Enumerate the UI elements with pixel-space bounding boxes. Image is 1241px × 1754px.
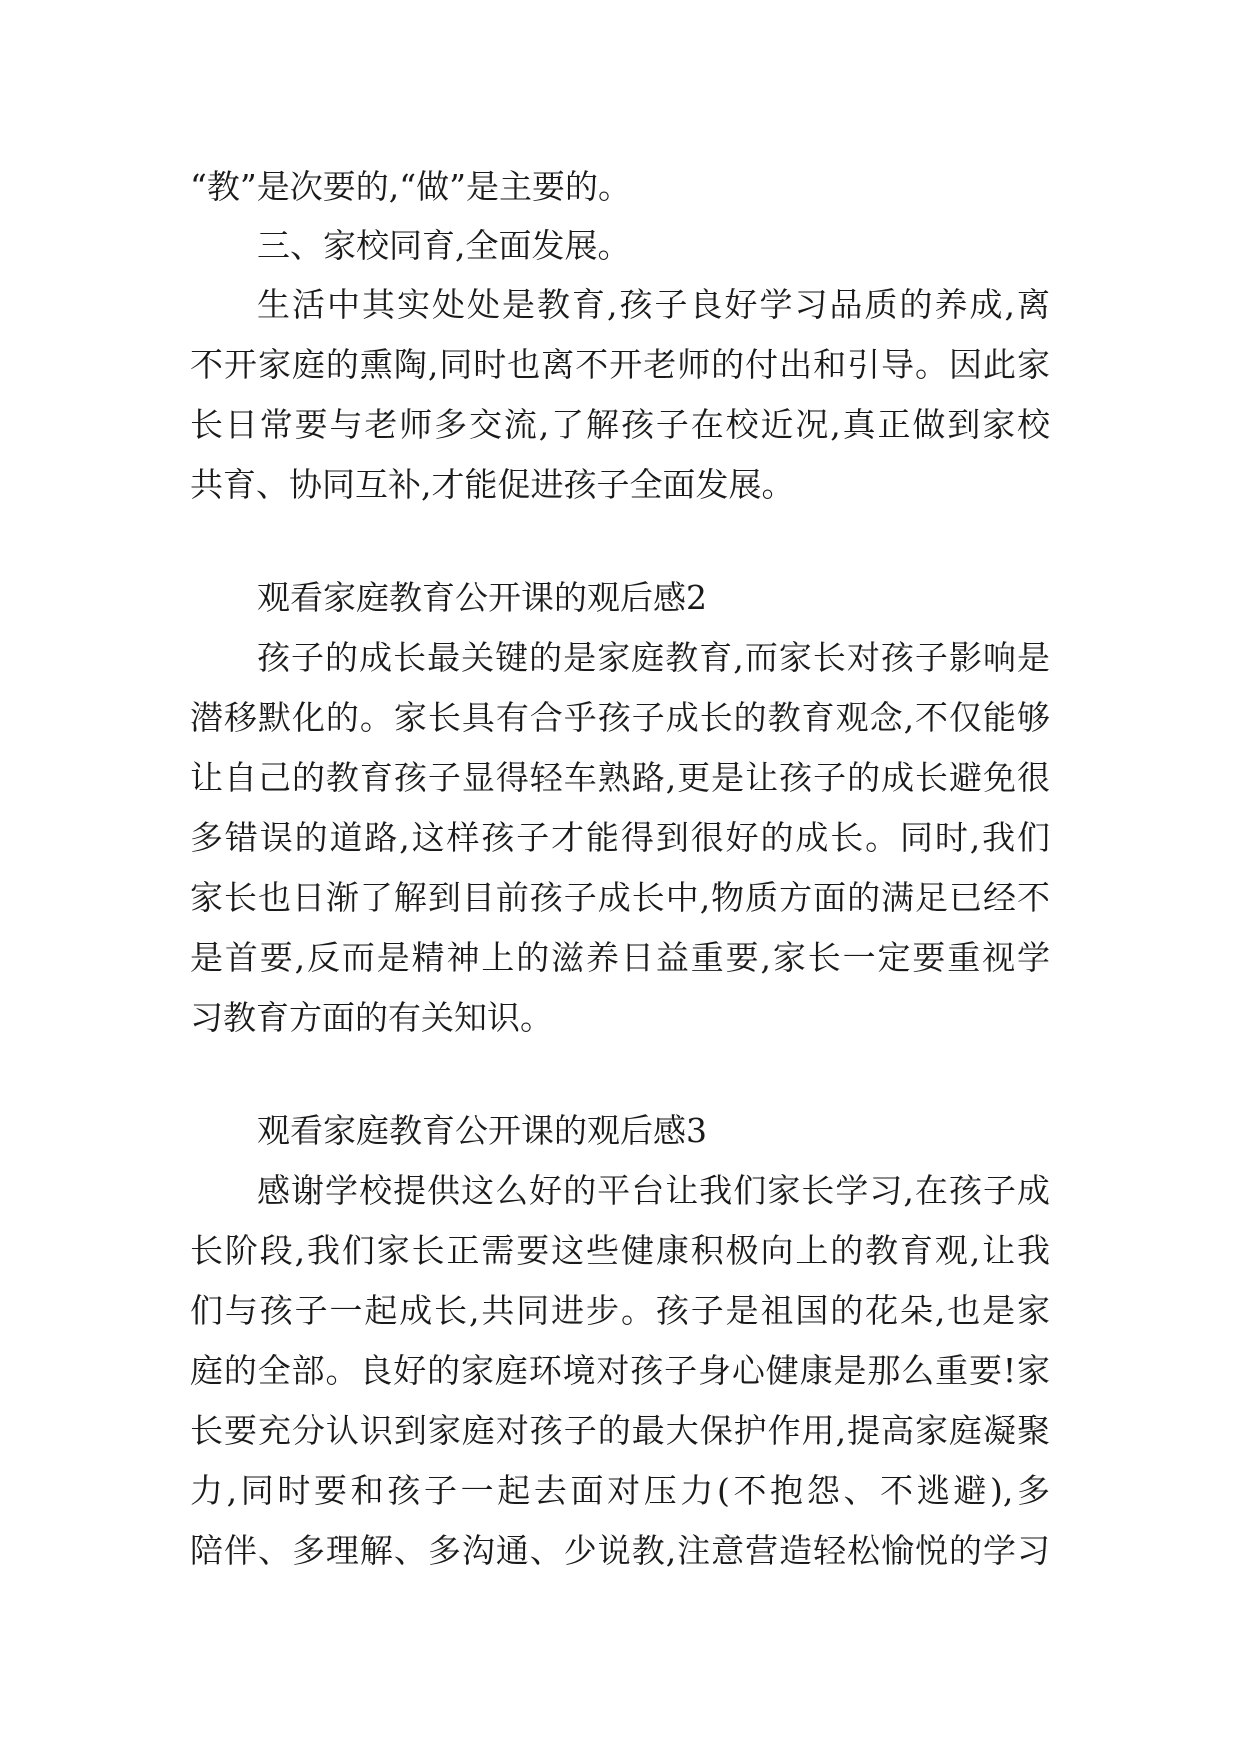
paragraph-line: 潜移默化的。家长具有合乎孩子成长的教育观念,不仅能够 (190, 698, 1050, 737)
section-subheading: 三、家校同育,全面发展。 (257, 226, 631, 265)
paragraph-line: 们与孩子一起成长,共同进步。孩子是祖国的花朵,也是家 (190, 1291, 1050, 1330)
paragraph-line: “教”是次要的,“做”是主要的。 (190, 167, 631, 206)
essay-title: 观看家庭教育公开课的观后感3 (257, 1111, 707, 1150)
paragraph-line: 庭的全部。良好的家庭环境对孩子身心健康是那么重要!家 (190, 1351, 1050, 1390)
paragraph-line: 力,同时要和孩子一起去面对压力(不抱怨、不逃避),多 (190, 1471, 1050, 1510)
paragraph-line: 习教育方面的有关知识。 (190, 998, 553, 1037)
paragraph-line: 是首要,反而是精神上的滋养日益重要,家长一定要重视学 (190, 938, 1050, 977)
paragraph-line: 共育、协同互补,才能促进孩子全面发展。 (190, 465, 795, 504)
paragraph-line: 长日常要与老师多交流,了解孩子在校近况,真正做到家校 (190, 405, 1050, 444)
paragraph-line: 长阶段,我们家长正需要这些健康积极向上的教育观,让我 (190, 1231, 1050, 1270)
paragraph-line: 生活中其实处处是教育,孩子良好学习品质的养成,离 (257, 285, 1050, 324)
paragraph-line: 让自己的教育孩子显得轻车熟路,更是让孩子的成长避免很 (190, 758, 1050, 797)
paragraph-line: 陪伴、多理解、多沟通、少说教,注意营造轻松愉悦的学习 (190, 1531, 1050, 1570)
paragraph-line: 感谢学校提供这么好的平台让我们家长学习,在孩子成 (257, 1171, 1050, 1210)
essay-title: 观看家庭教育公开课的观后感2 (257, 578, 707, 617)
paragraph-line: 家长也日渐了解到目前孩子成长中,物质方面的满足已经不 (190, 878, 1050, 917)
paragraph-line: 不开家庭的熏陶,同时也离不开老师的付出和引导。因此家 (190, 345, 1050, 384)
paragraph-line: 多错误的道路,这样孩子才能得到很好的成长。同时,我们 (190, 818, 1050, 857)
paragraph-line: 孩子的成长最关键的是家庭教育,而家长对孩子影响是 (257, 638, 1050, 677)
paragraph-line: 长要充分认识到家庭对孩子的最大保护作用,提高家庭凝聚 (190, 1411, 1050, 1450)
